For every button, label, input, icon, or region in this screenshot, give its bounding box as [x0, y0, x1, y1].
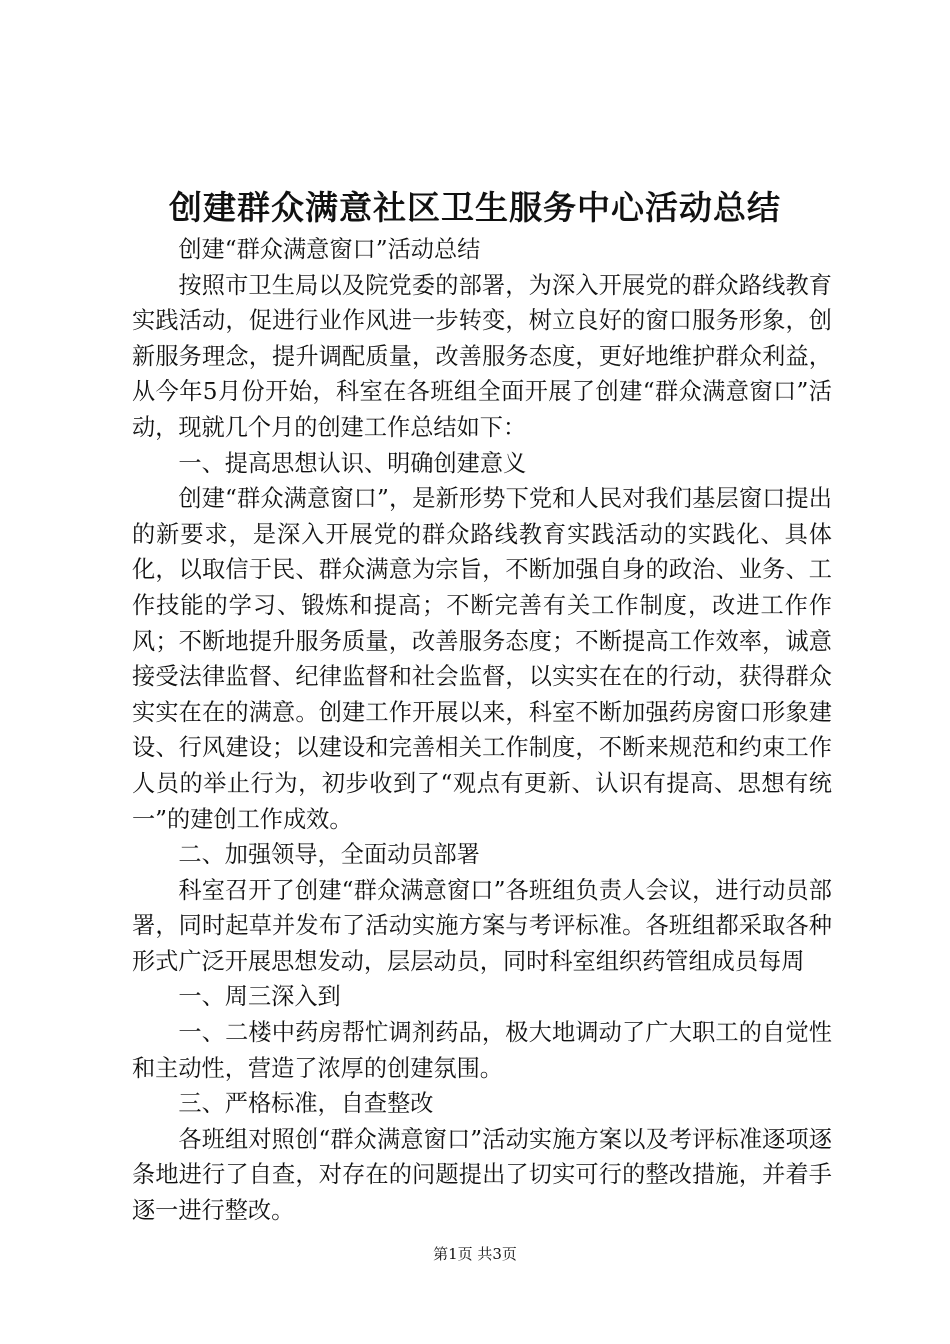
- section-paragraph-1: 创建“群众满意窗口”，是新形势下党和人民对我们基层窗口提出的新要求，是深入开展党的群众路线教育实践活动的实践化、具体化，以取信于民、群众满意为宗旨，不断加强自身的政治、业务、工作技能的学习、锻炼和提高；不断完善有关工作制度，改进工作作风；不断地提升服务质量，改善服务态度；不断提高工作效率，诚意接受法律监督、纪律监督和社会监督，以实实在在的行动，获得群众实实在在的满意。创建工作开展以来，科室不断加强药房窗口形象建设、行风建设；以建设和完善相关工作制度，不断来规范和约束工作人员的举止行为，初步收到了“观点有更新、认识有提高、思想有统一”的建创工作成效。: [132, 485, 832, 833]
- document-body: [132, 232, 832, 1229]
- section-paragraph-3: 各班组对照创“群众满意窗口”活动实施方案以及考评标准逐项逐条地进行了自查，对存在的问题提出了切实可行的整改措施，并着手逐一进行整改。: [132, 1125, 832, 1225]
- section-heading-1: 一、提高思想认识、明确创建意义: [178, 449, 527, 477]
- section-heading-2: 二、加强领导，全面动员部署: [178, 841, 480, 869]
- section-fragment-line: 一、周三深入到: [178, 983, 341, 1011]
- section-paragraph-2b: 一、二楼中药房帮忙调剂药品，极大地调动了广大职工的自觉性和主动性，营造了浓厚的创建氛围。: [132, 1019, 832, 1082]
- page-number-footer: 第1页 共3页: [433, 1245, 517, 1263]
- section-heading-3: 三、严格标准，自查整改: [178, 1090, 434, 1118]
- subtitle-paragraph: 创建“群众满意窗口”活动总结: [178, 236, 481, 263]
- intro-paragraph: 按照市卫生局以及院党委的部署，为深入开展党的群众路线教育实践活动，促进行业作风进一步转变，树立良好的窗口服务形象，创新服务理念，提升调配质量，改善服务态度，更好地维护群众利益，从今年5月份开始，科室在各班组全面开展了创建“群众满意窗口”活动，现就几个月的创建工作总结如下：: [132, 271, 832, 441]
- section-paragraph-2: 科室召开了创建“群众满意窗口”各班组负责人会议，进行动员部署，同时起草并发布了活动实施方案与考评标准。各班组都采取各种形式广泛开展思想发动，层层动员，同时科室组织药管组成员每周: [132, 876, 832, 975]
- document-title: 创建群众满意社区卫生服务中心活动总结: [169, 188, 781, 227]
